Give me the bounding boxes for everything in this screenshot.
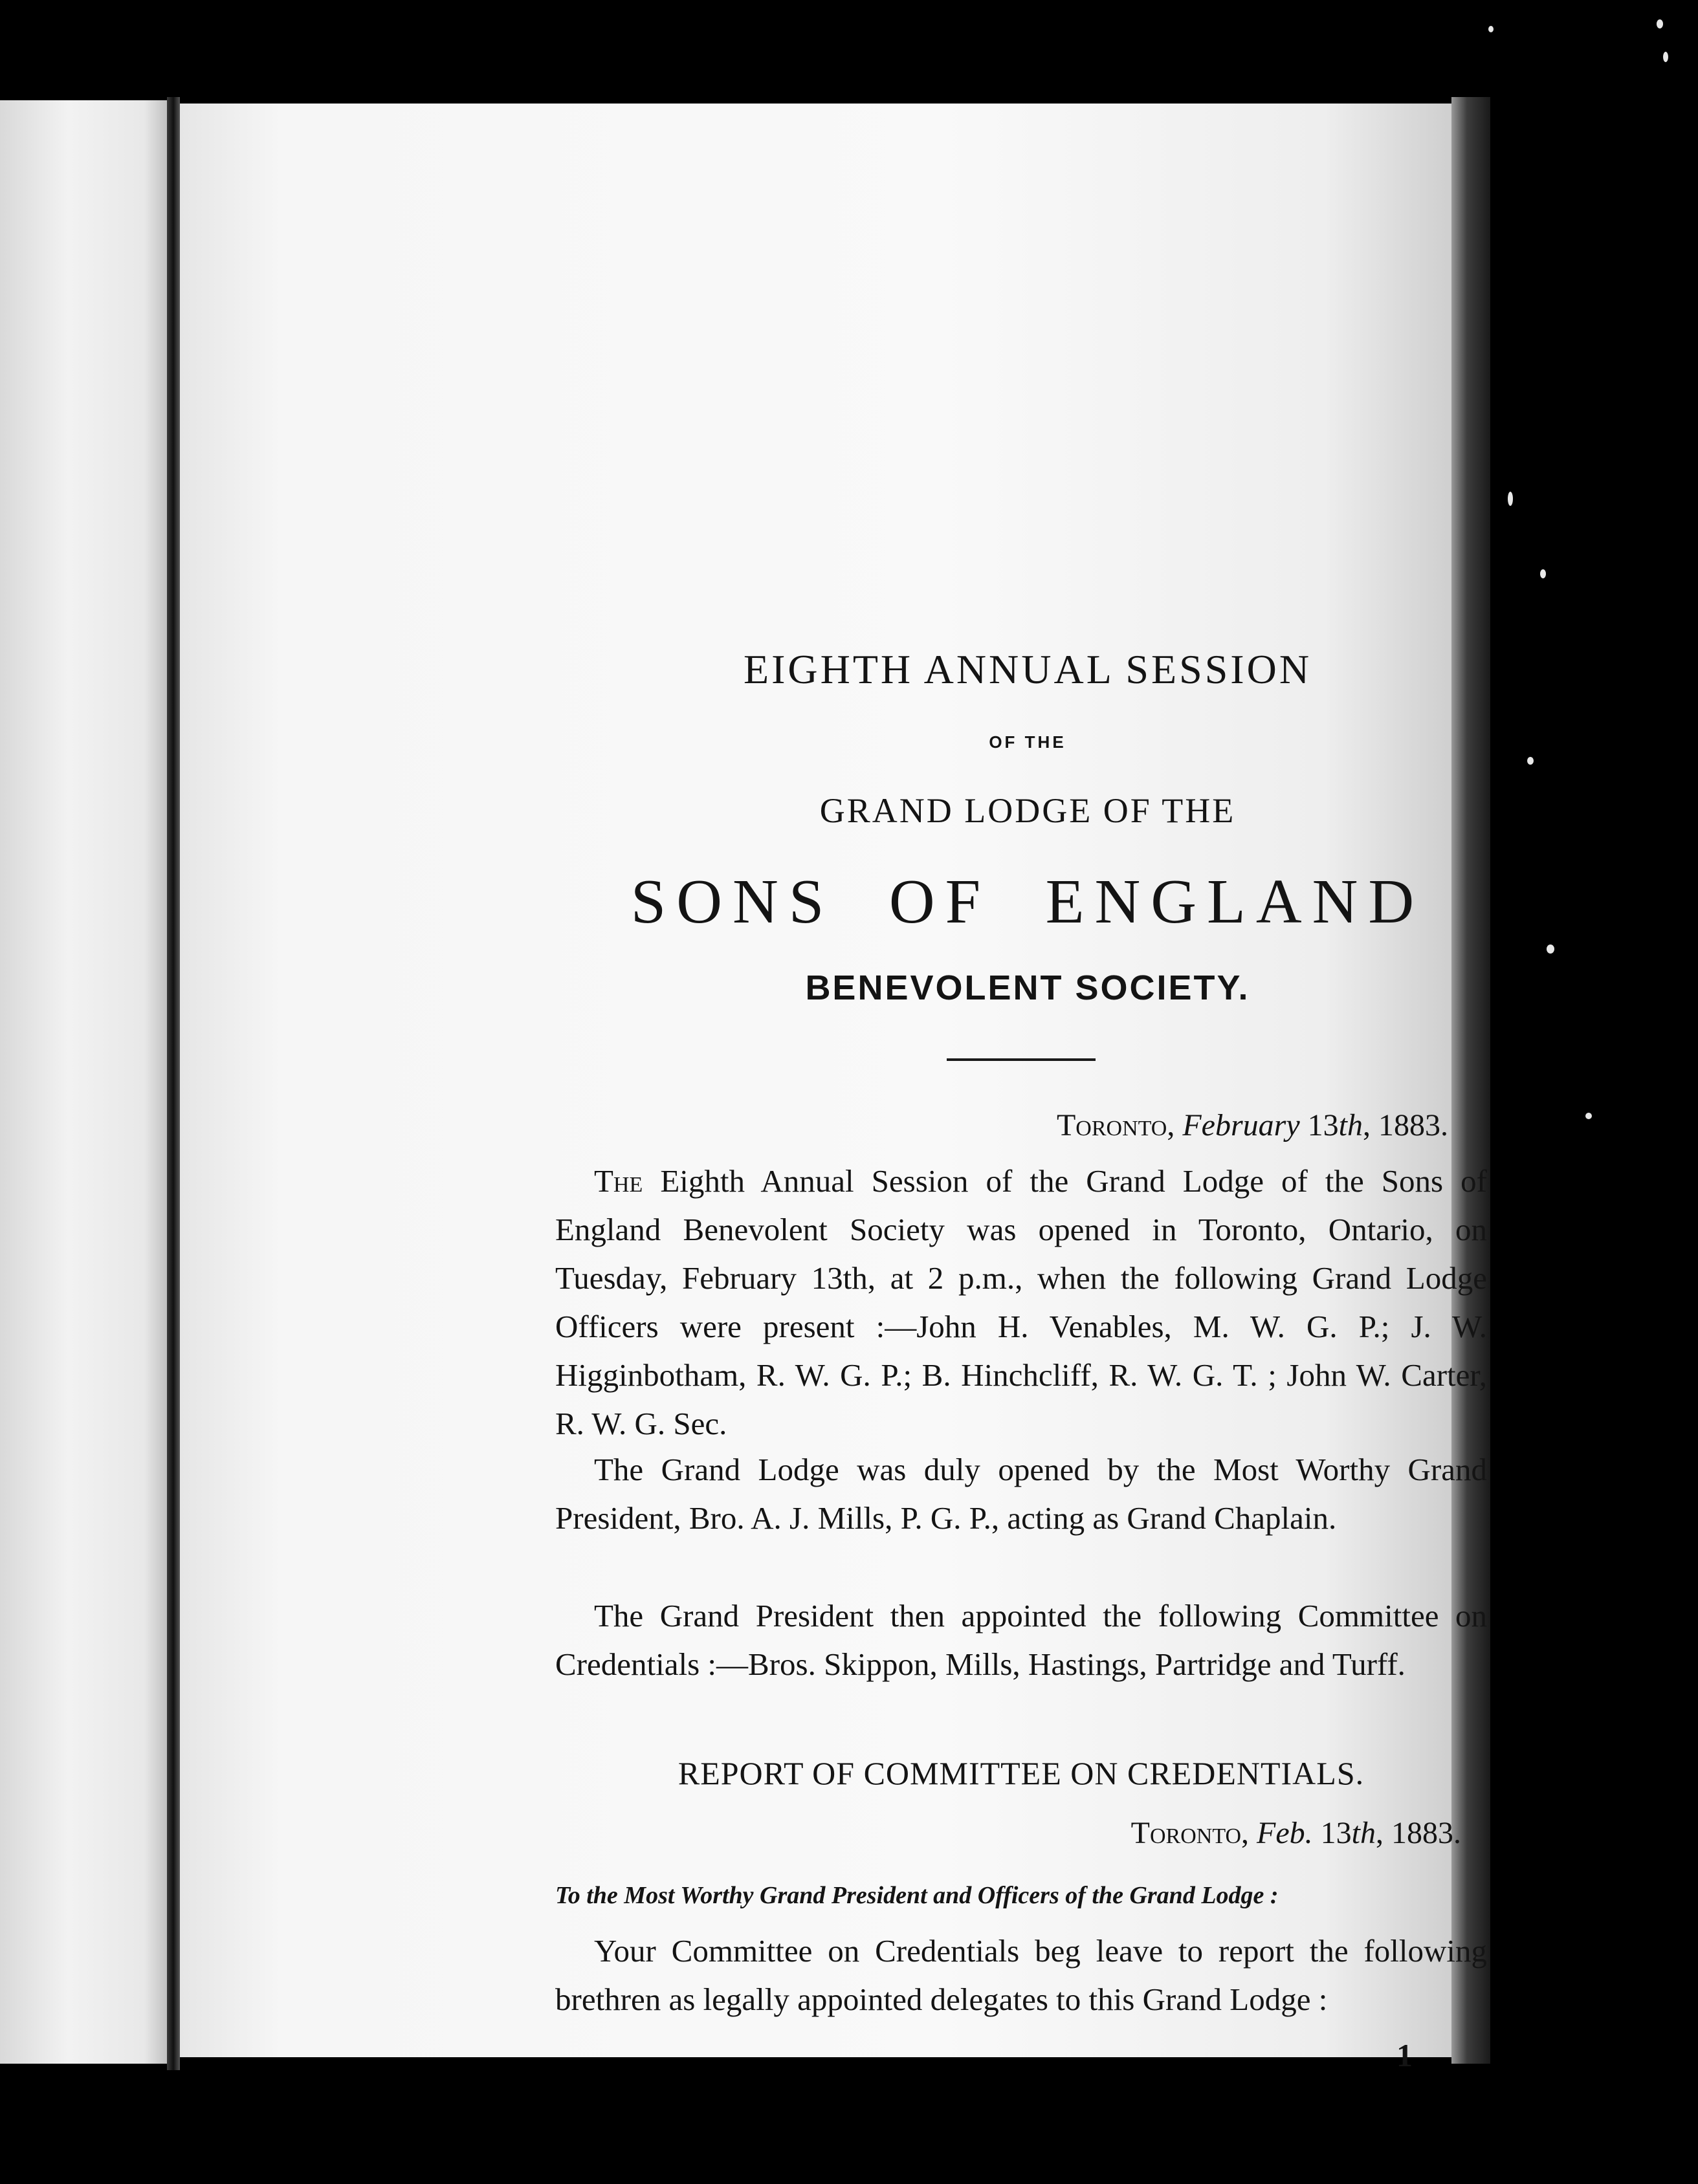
dust-speck [1585,1113,1592,1119]
dust-speck [1527,757,1534,765]
document-page [180,104,1487,2073]
page-number: 1 [1396,2037,1413,2073]
society-type: BENEVOLENT SOCIETY. [805,968,1250,1007]
dateline-month: February [1182,1108,1300,1142]
dust-speck [1547,945,1554,954]
dateline-day-suffix: th [1338,1108,1363,1142]
dateline-year: , 1883. [1363,1108,1448,1142]
report-dateline-year: , 1883. [1376,1816,1461,1850]
dust-speck [1663,52,1668,62]
paragraph-lead-word: The [594,1163,643,1199]
report-body: Your Committee on Credentials beg leave to report the following brethren as legally appointed delegates to this Grand Lodge : [555,1933,1487,2017]
dateline-report [555,1815,1461,1851]
dateline-city: Toronto, [1056,1108,1175,1142]
dust-speck [1488,26,1494,32]
dateline-day: 13 [1307,1108,1339,1142]
dateline-opening [555,1108,1448,1143]
report-dateline-day: 13 [1320,1816,1352,1850]
grand-lodge-line: GRAND LODGE OF THE [819,791,1236,830]
of-the-line: OF THE [989,732,1066,752]
report-heading: REPORT OF COMMITTEE ON CREDENTIALS. [678,1755,1365,1791]
paragraph-committee-appointed: The Grand President then appointed the following Committee on Credentials :—Bros. Skippon, Mills, Hastings, Partridge and Turff. [555,1598,1487,1682]
report-dateline-day-suffix: th [1351,1816,1376,1850]
report-dateline-month: Feb. [1257,1816,1313,1850]
facing-page-edge [0,100,170,2064]
heading-rule [947,1058,1096,1061]
book-gutter [167,97,180,2070]
dust-speck [1508,492,1513,506]
dust-speck [1540,569,1546,578]
dust-speck [1657,19,1663,28]
report-dateline-city: Toronto, [1130,1816,1250,1850]
paragraph-opening-body: Eighth Annual Session of the Grand Lodge of the Sons of England Benevolent Society was opened in Toronto, Ontario, on Tuesday, February 13th, at 2 p.m., when the following Grand Lodge Officers were present :—John H. Venables, M. W. G. P.; J. W. Higginbotham, R. W. G. P.; B. Hinchcliff, R. W. G. T. ; John W. Carter, R. W. G. Sec. [555,1163,1487,1441]
society-name: SONS OF ENGLAND [630,867,1425,937]
paragraph-opening [555,1157,1487,1448]
session-title: EIGHTH ANNUAL SESSION [743,646,1312,692]
paragraph-grand-lodge-opened: The Grand Lodge was duly opened by the Most Worthy Grand President, Bro. A. J. Mills, P. G. P., acting as Grand Chaplain. [555,1452,1487,1536]
report-address: To the Most Worthy Grand President and Officers of the Grand Lodge : [555,1882,1279,1909]
